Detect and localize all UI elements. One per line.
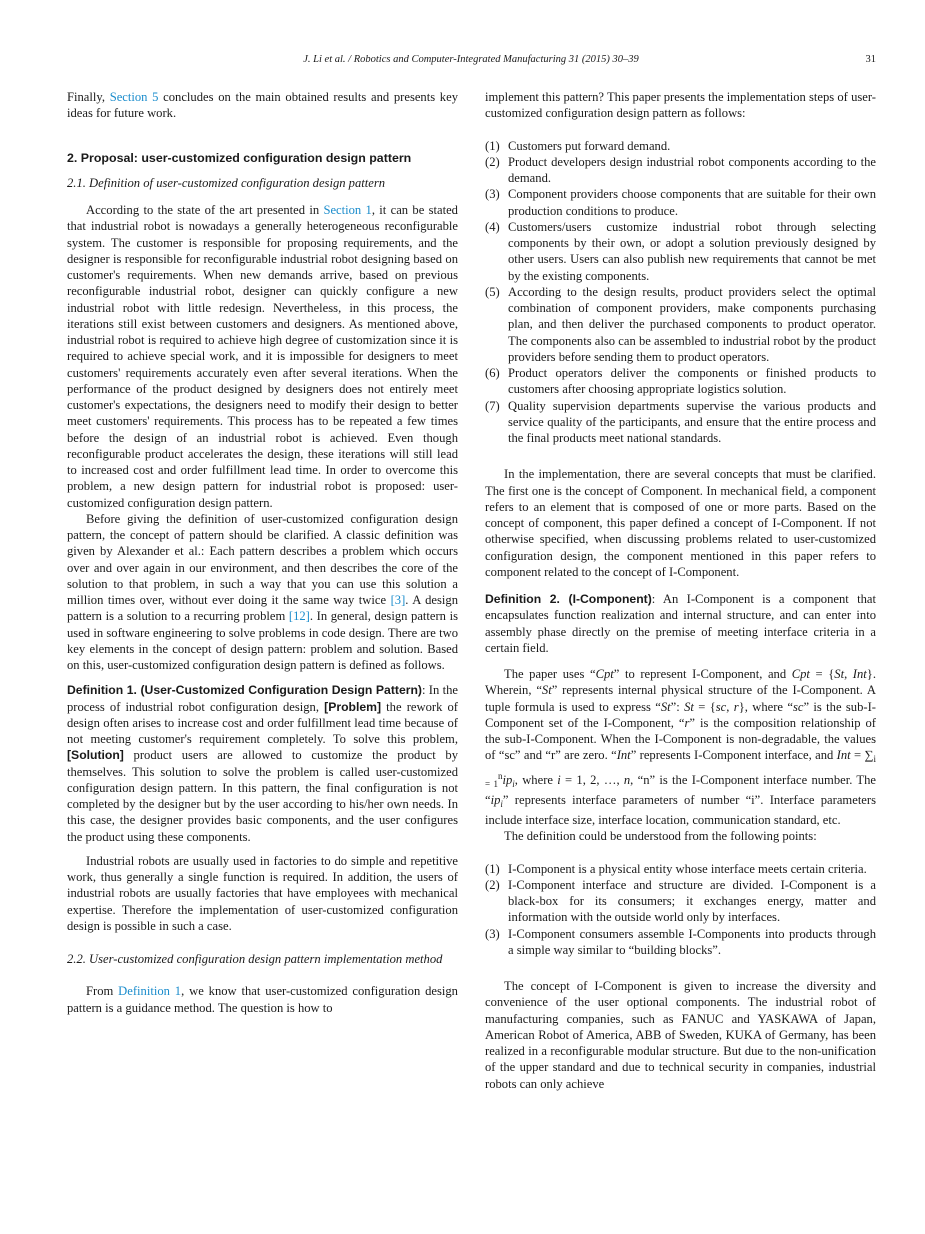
math-var: St: [834, 667, 845, 681]
formula-text: ” represents internal physical structure of the I-Component. A tuple formula is used to express “: [485, 683, 876, 714]
def1-text-c: product users are allowed to customize the product by themselves. This solution to solve the problem is called user-customized configuration design pattern. In this pattern, the final configuration is not completed by the designer but by the user according to his/her own needs. In this case, the designer provides basic components, and the user configures the product using these components.: [67, 748, 458, 844]
paragraph-state-of-art: [67, 202, 458, 511]
right-column: [485, 89, 876, 1092]
formula-text: }. Wherein, “: [485, 667, 876, 698]
list-text: Component providers choose components that are suitable for their own production conditions to produce.: [508, 187, 876, 218]
list-item: [485, 154, 876, 187]
def2-text: : An I-Component is a component that encapsulates function realization and internal structure, and can enter into assembly phase directly on the premise of meeting interface criteria in a certain field.: [485, 592, 877, 655]
left-column: [67, 89, 458, 1016]
math-subscript: i: [500, 798, 503, 809]
paragraph-icomponent-diversity: The concept of I-Component is given to increase the diversity and convenience of the user optional components. The industrial robot of manufacturing companies, such as FANUC and YASKAWA of Japan, American Robot of America, ABB of Sweden, KUKA of Germany, has been realized in a reconfigurable modular structure. But due to the non-unification of the upper standard and due to technical security in companies, industrial robots can only achieve: [485, 979, 876, 1091]
intro-paragraph: [67, 89, 458, 122]
list-item: [485, 861, 876, 877]
math-var: St: [541, 683, 552, 698]
list-number: (2): [485, 154, 500, 169]
math-var: ip: [490, 792, 501, 807]
list-number: (5): [485, 284, 500, 299]
list-number: (3): [485, 926, 500, 941]
paragraph-implementation-steps-intro: implement this pattern? This paper presents the implementation steps of user-customized configuration design pattern as follows:: [485, 90, 876, 121]
sum-lower-limit: i = 1: [485, 754, 876, 789]
formula-text: ” is the composition relationship of the sub-I-Component. When the I-Component is non-degradable, the values of “sc” and “r” are zero. “: [485, 715, 876, 763]
formula-text: ” represents I-Component interface, and: [630, 748, 837, 763]
math-var: r: [684, 715, 690, 730]
p1-text-a: According to the state of the art presented in: [86, 203, 324, 217]
list-number: (4): [485, 219, 500, 234]
paragraph-definition-points-intro: The definition could be understood from the following points:: [504, 829, 817, 844]
list-number: (7): [485, 398, 500, 413]
list-text: I-Component interface and structure are divided. I-Component is a black-box for its consumers; it exchanges energy, matter and information with the outside world only by interfaces.: [508, 877, 876, 925]
running-header: [66, 54, 876, 70]
p4-text-a: From: [86, 984, 119, 999]
math-var: Int: [836, 748, 851, 763]
formula-text: ” is the sub-I-Component set of the I-Component, “: [485, 699, 876, 730]
math-var: sc: [715, 699, 727, 714]
list-text: Customers put forward demand.: [508, 138, 671, 153]
def1-text-a: : In the process of industrial robot configuration design,: [67, 683, 458, 714]
definition-2: [485, 591, 876, 656]
list-text: Product developers design industrial robot components according to the demand.: [508, 154, 876, 185]
math-var: St: [660, 699, 671, 714]
math-var: ip: [502, 772, 513, 787]
formula-text: = ∑: [850, 748, 874, 763]
p4-text-b: , we know that user-customized configuration design pattern is a guidance method. The question is how to: [67, 984, 458, 1015]
formula-text: The paper uses “: [504, 667, 596, 681]
problem-keyword: [Problem]: [324, 699, 382, 714]
p2-text-c: . In general, design pattern is used in software engineering to solve problems in code design. There are two key elements in the concept of design pattern: problem and solution. Based on this, user-customized configuration design pattern is defined as follows.: [67, 609, 458, 672]
list-item: [485, 284, 876, 365]
list-item: [485, 398, 876, 447]
math-var: Int: [616, 748, 631, 763]
math-var: Cpt: [791, 667, 810, 681]
definition-1-link[interactable]: Definition 1: [118, 984, 182, 999]
section-2-heading: 2. Proposal: user-customized configuration design pattern: [67, 150, 412, 165]
paragraph-component-concepts: In the implementation, there are several concepts that must be clarified. The first one is the concept of Component. In mechanical field, a component refers to an element that is composed of one or more parts. Based on the concept of component, this paper defined a concept of I-Component. If not otherwise specified, when discussing problems related to user-customized configuration design, the component mentioned in this paper refers to component related to the concept of I-Component.: [485, 467, 876, 579]
list-item: [485, 219, 876, 284]
list-number: (2): [485, 877, 500, 892]
math-var: r: [733, 699, 739, 714]
list-number: (3): [485, 187, 500, 202]
formula-text: ,: [726, 699, 734, 714]
definition-1-label: Definition 1. (User-Customized Configuration Design Pattern): [67, 683, 422, 698]
math-var: Int: [852, 667, 867, 681]
section-1-link[interactable]: Section 1: [323, 203, 372, 217]
list-text: Product operators deliver the components or finished products to customers after choosing appropriate logistics solution.: [508, 366, 876, 397]
formula-text: ,: [844, 667, 853, 681]
formula-text: ”:: [670, 699, 685, 714]
list-item: [485, 926, 876, 959]
section-5-link[interactable]: Section 5: [109, 90, 159, 104]
p2-text-a: Before giving the definition of user-customized configuration design pattern, the concept of pattern should be clarified. A classic definition was given by Alexander et al.: Each pattern describes a problem which occurs over and over again in our environment, and then describes the core of the solution to that problem, in such a way that you can use this solution a million times over, without ever doing it the same way twice: [67, 511, 458, 607]
subsection-2-1-heading: 2.1. Definition of user-customized configuration design pattern: [67, 175, 386, 190]
paragraph-implementation-question: [67, 983, 458, 1016]
list-number: (1): [485, 861, 500, 876]
ref-3-link[interactable]: [3]: [390, 593, 406, 607]
formula-text: , “n” is the I-Component interface number. The “: [485, 772, 876, 807]
math-var: i: [557, 772, 561, 787]
paragraph-pattern-concept: [67, 511, 458, 674]
definition-1: [67, 682, 458, 845]
list-item: [485, 877, 876, 926]
list-text: Customers/users customize industrial robot through selecting components by their own, or adopt a solution previously designed by other users. Users can also publish new requirements that cannot be met by the existing components.: [508, 219, 876, 283]
math-var: sc: [792, 699, 804, 714]
solution-keyword: [Solution]: [67, 748, 124, 763]
formula-text: = {: [809, 667, 835, 681]
list-text: I-Component is a physical entity whose interface meets certain criteria.: [508, 861, 867, 876]
math-var: Cpt: [595, 667, 614, 681]
list-number: (6): [485, 366, 500, 380]
list-text: Quality supervision departments supervise the various products and service quality of the participants, and ensure that the entire process and the final products meet national standards.: [508, 398, 876, 445]
subsection-2-2-heading: 2.2. User-customized configuration design pattern implementation method: [67, 952, 443, 966]
paragraph-cpt-formula: [485, 666, 876, 828]
ref-12-link[interactable]: [12]: [288, 609, 310, 624]
definition-points-list: [485, 861, 876, 959]
list-item: [485, 365, 876, 398]
list-text: I-Component consumers assemble I-Components into products through a simple way similar to “building blocks”.: [508, 926, 876, 957]
p2-text-b: . A design pattern is a solution to a recurring problem: [67, 593, 459, 624]
list-item: [485, 186, 876, 219]
formula-text: ” to represent I-Component, and: [613, 667, 792, 681]
formula-text: }, where “: [738, 699, 793, 714]
intro-text: Finally,: [67, 90, 110, 104]
page-number: 31: [865, 54, 876, 65]
formula-text: ” represents interface parameters of number “i”. Interface parameters include interface size, interface location, communication standard, etc.: [485, 792, 876, 827]
def1-text-b: the rework of design often arises to increase cost and order fulfillment lead time because of not meeting customer's requirement completely. To solve this problem,: [67, 699, 458, 746]
list-number: (1): [485, 138, 500, 153]
math-subscript: i: [512, 778, 515, 789]
p1-text-b: , it can be stated that industrial robot is nowadays a generally heterogeneous reconfigurable system. The customer is responsible for proposing requirements, and the designer is responsible for reconfigurable industrial robot designing based on customer's requirements. When new demands arrive, based on previous reconfigurable industrial robot, designer can quickly configure a new industrial robot with little redesign. Nevertheless, in this process, the iterations still exist between customers and designers. As mentioned above, industrial robot is required to achieve high degree of customization since it is required to achieve special work, and it is impossible for designers to meet customers' requirements accurately even after several iterations. When the performance of the product designed by designers does not entirely meet customer's expectations, the designers need to modify their design to better meet customers' requirements. This process has to be repeated a few times before the design of an industrial robot is achieved. Even though reconfigurable product accelerates the design, these iterations will still lead to increased cost and order fulfillment lead time. In order to overcome this problem, a new design pattern for industrial robot is proposed: user-customized configuration design pattern.: [67, 203, 458, 510]
definition-2-label: Definition 2. (I-Component): [485, 592, 652, 606]
list-item: [485, 138, 876, 154]
list-text: According to the design results, product providers select the optimal combination of component providers, make components purchasing plan, and then deliver the purchased components to product operator. The components also can be assembled to industrial robot by the product providers before sending them to product operators.: [508, 284, 876, 364]
formula-text: , where: [514, 772, 558, 787]
paragraph-industrial-robots: Industrial robots are usually used in factories to do simple and repetitive work, thus generally a single function is required. In addition, the users of industrial robots are usually factories that have employees with mechanical expertise. Therefore the implementation of user-customized configuration design is possible in such a case.: [67, 853, 458, 933]
formula-text: = {: [693, 699, 716, 714]
journal-citation: J. Li et al. / Robotics and Computer-Integrated Manufacturing 31 (2015) 30–39: [303, 54, 639, 65]
implementation-steps-list: [485, 138, 876, 447]
intro-text-end: concludes on the main obtained results and presents key ideas for future work.: [67, 90, 458, 121]
sum-upper-limit: n: [497, 770, 503, 781]
formula-text: = 1, 2, …,: [560, 772, 624, 787]
math-var: n: [623, 772, 631, 787]
math-var: St: [684, 699, 694, 714]
